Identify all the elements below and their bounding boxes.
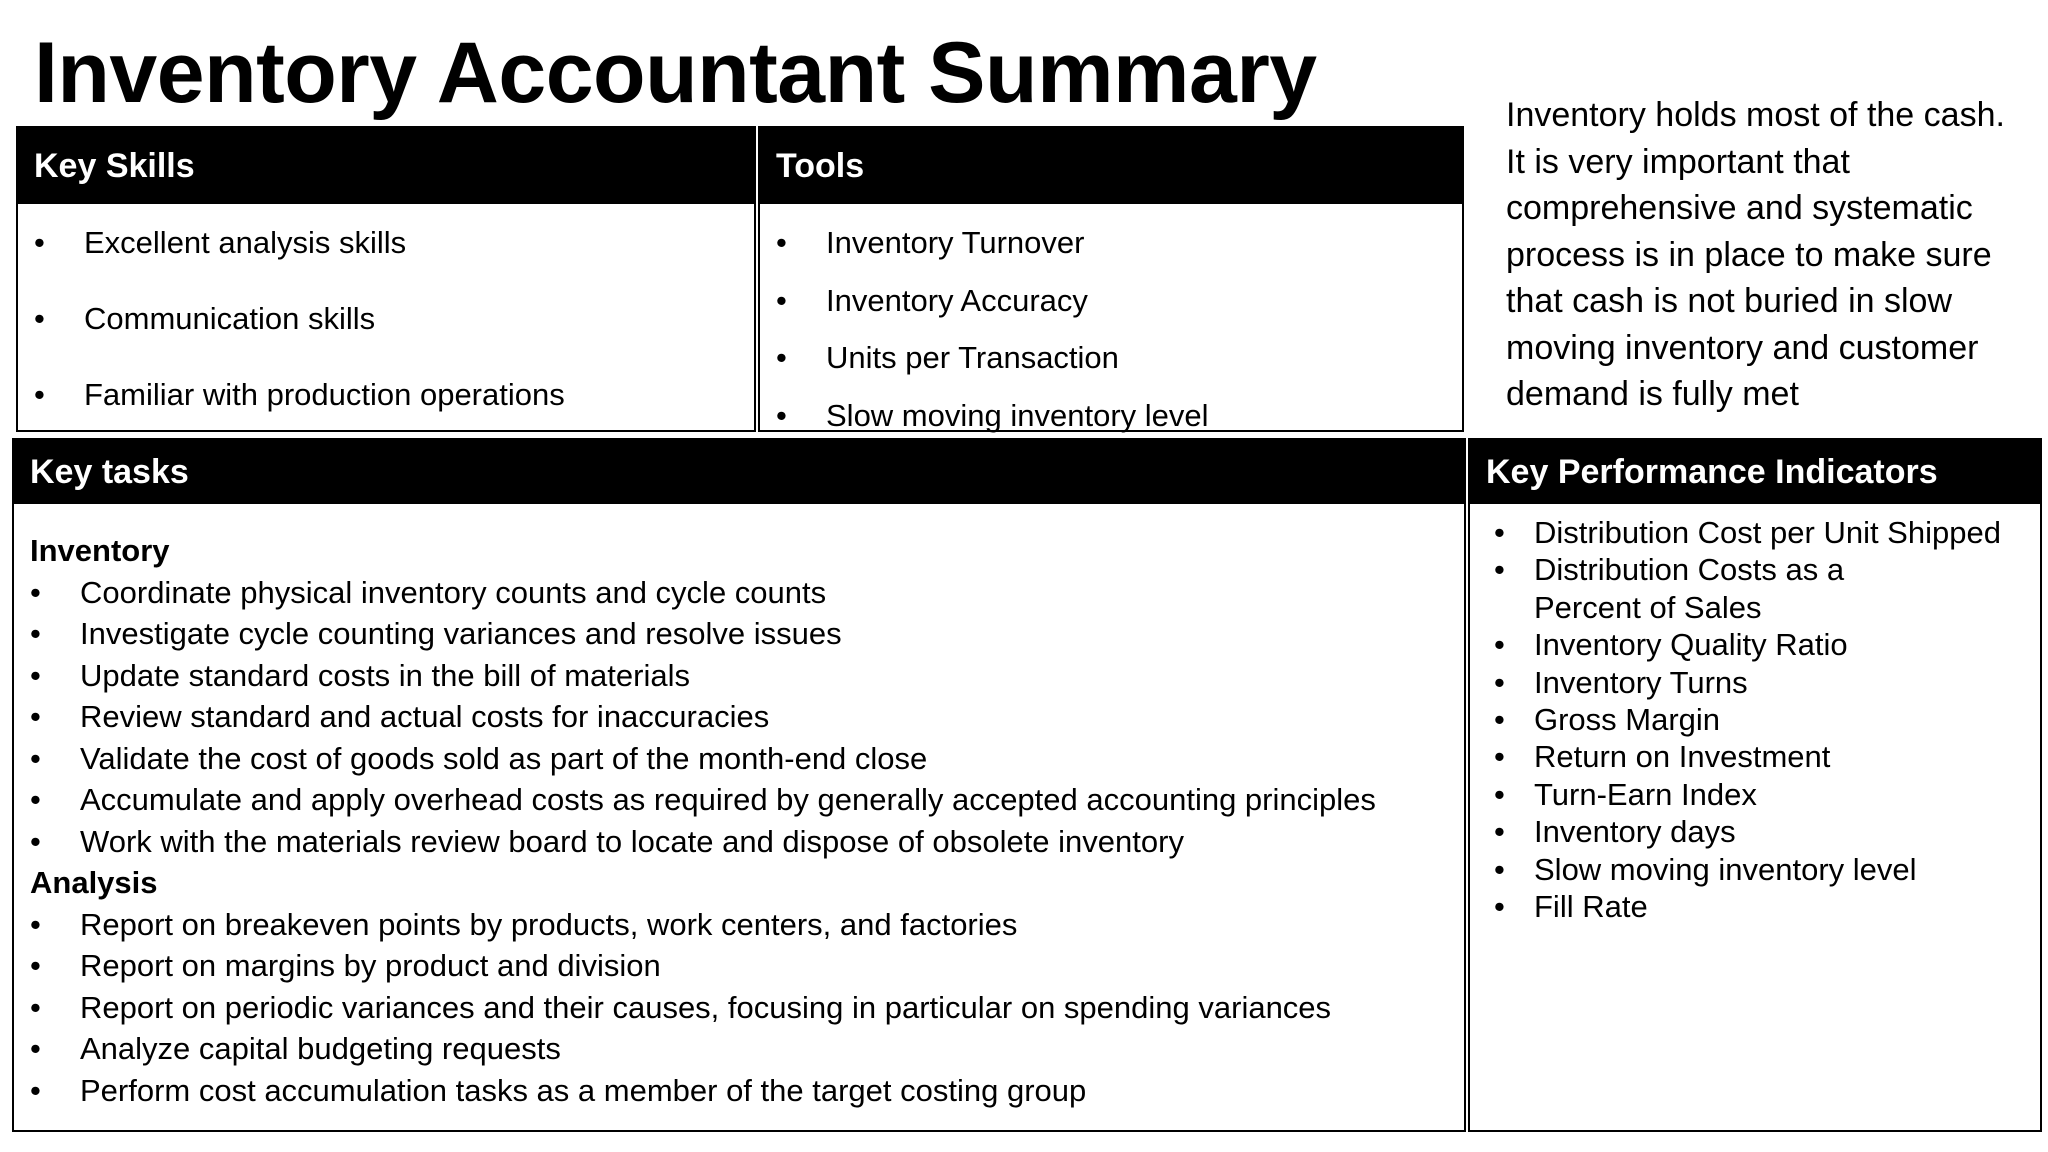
list-item: • Excellent analysis skills [34,225,407,260]
bullet-icon: • [1494,776,1505,812]
list-item: • Analyze capital budgeting requests [30,1028,1464,1070]
key-tasks-content [14,504,1464,1111]
bullet-icon: • [30,740,41,776]
list-item: • Inventory Accuracy [776,282,1088,318]
bullet-icon: • [1494,814,1505,850]
bullet-icon: • [776,225,787,260]
bullet-icon: • [776,340,787,375]
list-item: • Gross Margin [1494,702,1721,738]
list-item: • Perform cost accumulation tasks as a member of the target costing group [30,1070,1464,1112]
list-item: • Inventory days [1494,814,1736,850]
kpi-list [1470,504,2040,925]
bullet-icon: • [30,948,41,983]
list-item: • Report on periodic variances and their causes, focusing in particular on spending variances [30,987,1464,1029]
tools-panel [758,126,1464,432]
bullet-icon: • [1494,552,1505,588]
list-item: • Inventory Quality Ratio [1494,627,1848,663]
bullet-icon: • [1494,627,1505,663]
list-item: • Distribution Costs as a Percent of Sales [1494,552,1845,625]
bullet-icon: • [30,906,41,942]
list-item: • Slow moving inventory level [776,397,1209,433]
key-tasks-panel [12,438,1466,1132]
list-item: • Inventory Turns [1494,664,1748,700]
list-item: • Slow moving inventory level [1494,851,1917,887]
summary-note: Inventory holds most of the cash. It is very important that comprehensive and systematic process is in place to make sure that cash is not buried in slow moving inventory and customer demand is fully met [1506,96,2005,413]
key-skills-list [18,204,754,452]
list-item: • Work with the materials review board to locate and dispose of obsolete inventory [30,821,1464,863]
bullet-icon: • [1494,739,1505,775]
list-item: • Fill Rate [1494,889,1648,925]
key-tasks-header: Key tasks [14,440,1464,504]
tools-list [760,204,1462,454]
kpi-header: Key Performance Indicators [1470,440,2040,504]
key-skills-header: Key Skills [18,128,754,204]
bullet-icon: • [30,1072,41,1108]
bullet-icon: • [776,282,787,318]
key-skills-panel [16,126,756,432]
bullet-icon: • [1494,515,1505,550]
list-item: • Report on breakeven points by products, work centers, and factories [30,904,1464,946]
page-title: Inventory Accountant Summary [34,25,1317,121]
bullet-icon: • [30,699,41,734]
bullet-icon: • [30,823,41,859]
list-item: • Update standard costs in the bill of materials [30,655,1464,697]
bullet-icon: • [30,989,41,1025]
list-item: • Inventory Turnover [776,225,1085,260]
list-item: • Return on Investment [1494,739,1831,775]
kpi-panel [1468,438,2042,1132]
analysis-task-list [30,904,1464,1112]
list-item: • Report on margins by product and division [30,945,1464,987]
bullet-icon: • [30,616,41,651]
bullet-icon: • [34,225,45,260]
list-item: • Familiar with production operations [34,377,565,412]
bullet-icon: • [30,782,41,817]
list-item: • Units per Transaction [776,340,1119,375]
bullet-icon: • [1494,889,1505,925]
inventory-task-list [30,572,1464,863]
list-item: • Coordinate physical inventory counts and cycle counts [30,572,1464,614]
list-item: • Turn-Earn Index [1494,776,1757,812]
bullet-icon: • [30,657,41,693]
list-item: • Accumulate and apply overhead costs as required by generally accepted accounting principles [30,779,1464,821]
list-item: • Validate the cost of goods sold as part of the month-end close [30,738,1464,780]
section-title-inventory: Inventory [30,533,170,568]
list-item: • Review standard and actual costs for inaccuracies [30,696,1464,738]
bullet-icon: • [34,301,45,336]
bullet-icon: • [30,1031,41,1066]
bullet-icon: • [776,397,787,433]
bullet-icon: • [1494,664,1505,700]
tools-header: Tools [760,128,1462,204]
bullet-icon: • [34,377,45,412]
list-item: • Distribution Cost per Unit Shipped [1494,515,2001,550]
bullet-icon: • [30,574,41,610]
bullet-icon: • [1494,702,1505,738]
bullet-icon: • [1494,851,1505,887]
list-item: • Investigate cycle counting variances and resolve issues [30,613,1464,655]
section-title-analysis: Analysis [30,865,158,900]
list-item: • Communication skills [34,301,376,336]
